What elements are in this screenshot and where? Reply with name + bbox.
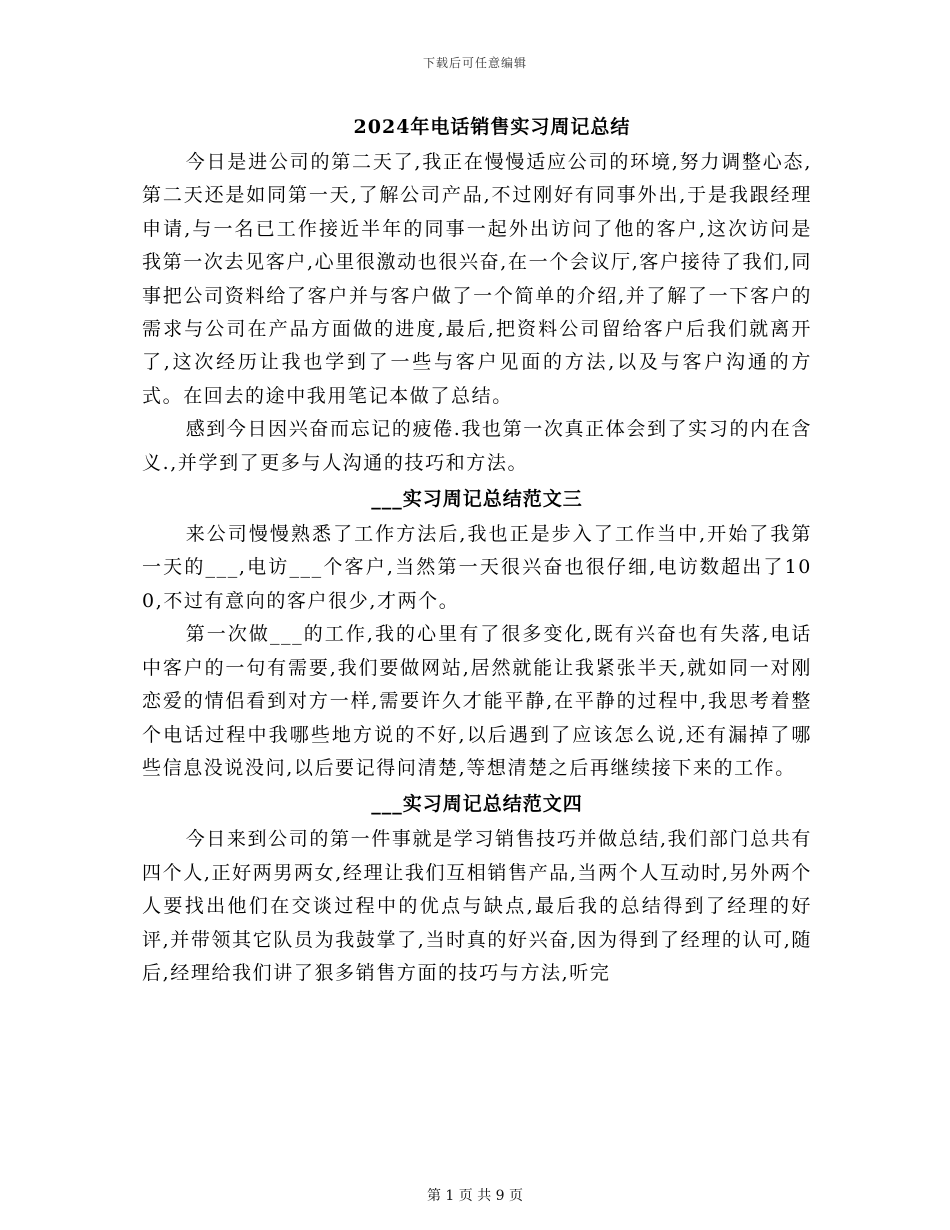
header-note: 下载后可任意编辑	[422, 56, 527, 70]
paragraph: 今日来到公司的第一件事就是学习销售技巧并做总结,我们部门总共有四个人,正好两男两女,经理让我们互相销售产品,当两个人互动时,另外两个人要找出他们在交谈过程中的优点与缺点,最后我的总结得到了经理的好评,并带领其它队员为我鼓掌了,当时真的好兴奋,因为得到了经理的认可,随后,经理给我们讲了狠多销售方面的技巧与方法,听完	[142, 828, 812, 984]
page-number: 第 1 页 共 9 页	[426, 1188, 524, 1204]
section-heading: ___实习周记总结范文四	[371, 793, 583, 816]
paragraph: 感到今日因兴奋而忘记的疲倦.我也第一次真正体会到了实习的内在含义.,并学到了更多与人沟通的技巧和方法。	[142, 418, 812, 474]
paragraph: 第一次做___的工作,我的心里有了很多变化,既有兴奋也有失落,电话中客户的一句有需要,我们要做网站,居然就能让我紧张半天,就如同一对刚恋爱的情侣看到对方一样,需要许久才能平静,在平静的过程中,我思考着整个电话过程中我哪些地方说的不好,以后遇到了应该怎么说,还有漏掉了哪些信息没说没问,以后要记得问清楚,等想清楚之后再继续接下来的工作。	[142, 623, 812, 779]
document-body	[142, 108, 812, 990]
section-heading: ___实习周记总结范文三	[371, 488, 583, 511]
paragraph: 来公司慢慢熟悉了工作方法后,我也正是步入了工作当中,开始了我第一天的___,电访___个客户,当然第一天很兴奋也很仔细,电访数超出了100,不过有意向的客户很少,才两个。	[142, 523, 812, 612]
paragraph: 今日是进公司的第二天了,我正在慢慢适应公司的环境,努力调整心态,第二天还是如同第一天,了解公司产品,不过刚好有同事外出,于是我跟经理申请,与一名已工作接近半年的同事一起外出访问了他的客户,这次访问是我第一次去见客户,心里很激动也很兴奋,在一个会议厅,客户接待了我们,同事把公司资料给了客户并与客户做了一个简单的介绍,并了解了一下客户的需求与公司在产品方面做的进度,最后,把资料公司留给客户后我们就离开了,这次经历让我也学到了一些与客户见面的方法,以及与客户沟通的方式。在回去的途中我用笔记本做了总结。	[142, 151, 812, 407]
document-title: 2024年电话销售实习周记总结	[353, 116, 631, 138]
